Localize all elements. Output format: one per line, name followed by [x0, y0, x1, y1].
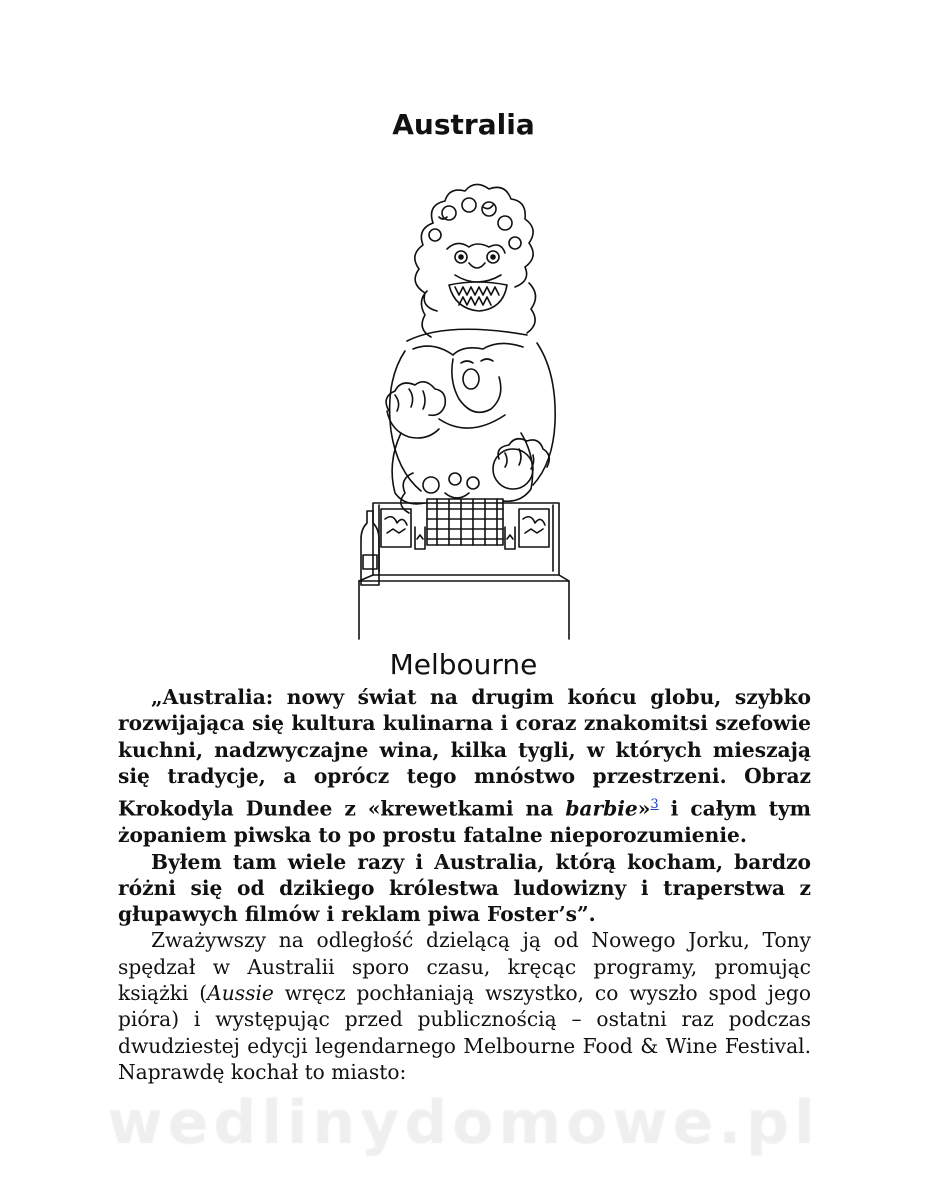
- italic-term: barbie: [565, 796, 638, 821]
- watermark: wedlinydomowe.pl: [107, 1088, 820, 1158]
- guardian-lion-illustration: [343, 183, 587, 640]
- body-text-continued: wręcz pochłaniają wszystko, co wyszło spod jego pióra) i występując przed publicznością – ostatni raz podczas dwudziestej edycji legendarnego Melbourne Food & Wine Festival. Naprawdę kochał to miasto:: [118, 981, 812, 1084]
- quote-paragraph-2: Byłem tam wiele razy i Australia, którą kocham, bardzo różni się od dzikiego królestwa ludowizny i traperstwa z głupawych filmów i reklam piwa Foster’s”.: [118, 849, 811, 927]
- italic-term: Aussie: [207, 981, 274, 1005]
- body-paragraph: [118, 927, 811, 1085]
- quote-text-continued: i całym tym żopaniem piwska to po prostu fatalne nieporozumienie.: [118, 796, 811, 848]
- quote-text: „Australia: nowy świat na drugim końcu globu, szybko rozwijająca się kultura kulinarna i coraz znakomitsi szefowie kuchni, nadzwyczajne wina, kilka tygli, w których mieszają się tradycje, a oprócz tego mnóstwo przestrzeni. Obraz Krokodyla Dundee z «krewetkami na: [118, 685, 811, 821]
- chapter-body: [118, 684, 811, 1085]
- closing-guillemet: »: [637, 796, 651, 821]
- footnote-link[interactable]: 3: [650, 797, 659, 813]
- section-title: Melbourne: [389, 648, 538, 681]
- body-text: Zważywszy na odległość dzielącą ją od Nowego Jorku, Tony spędzał w Australii sporo czasu, kręcąc programy, promując książki (: [118, 928, 811, 1005]
- quote-paragraph-1: [118, 684, 811, 849]
- chapter-title: Australia: [392, 108, 535, 141]
